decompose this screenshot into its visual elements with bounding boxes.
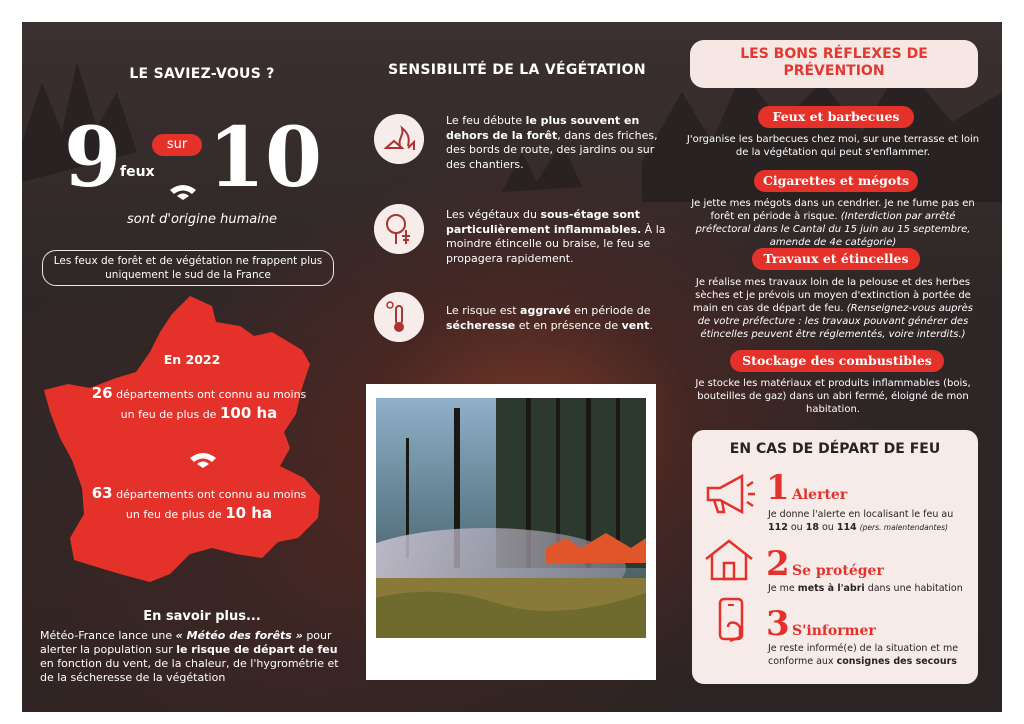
step-3-label: S'informer — [792, 623, 876, 639]
step-3-b: consignes des secours — [836, 656, 957, 667]
savoir-text-d: le risque de départ de feu — [176, 643, 338, 656]
signal-icon — [168, 182, 198, 200]
saviez-vous-title: LE SAVIEZ-VOUS ? — [129, 66, 275, 82]
item1-b: le plus souvent en dehors de la forêt — [446, 114, 640, 142]
sensibilite-title: SENSIBILITÉ DE LA VÉGÉTATION — [388, 62, 646, 78]
stat-100ha — [84, 384, 314, 424]
stat-100ha-size: 100 ha — [219, 404, 278, 422]
trees-icon — [374, 204, 424, 254]
poster — [22, 22, 1002, 712]
step-1-small: (pers. malentendantes) — [859, 523, 948, 532]
number-18: 18 — [805, 522, 819, 533]
or-1: ou — [787, 522, 806, 533]
savoir-title: En savoir plus... — [143, 609, 261, 624]
stat-100ha-text: départements ont connu au moins un feu de plus de — [116, 388, 307, 421]
stat-10ha — [84, 484, 314, 524]
stat-100ha-number: 26 — [91, 384, 113, 402]
meteo-des-forets: « Météo des forêts » — [175, 629, 303, 642]
reflex-text-travaux — [686, 276, 980, 341]
reflex-label-stockage: Stockage des combustibles — [730, 350, 944, 372]
stat-nine: 9 — [64, 110, 122, 206]
step-1-number: 1 — [766, 468, 790, 508]
step-3-number: 3 — [766, 604, 790, 644]
item1-a: Le feu débute — [446, 114, 526, 127]
step-2-b: mets à l'abri — [797, 583, 865, 594]
sensibilite-item-2 — [446, 208, 676, 266]
fire-house-icon — [374, 114, 424, 164]
forest-fire-photo — [376, 398, 646, 638]
step-2-number: 2 — [766, 544, 790, 584]
sur-badge: sur — [152, 134, 202, 156]
step-3-a: Je reste informé(e) de la situation et me conforme aux — [768, 643, 959, 667]
phone-icon — [706, 597, 760, 643]
reflex-travaux-main: Je réalise mes travaux loin de la pelouse et des herbes sèches et je prévois un moyen d'extinction à portée de main en cas de départ de feu. — [692, 277, 971, 314]
item1-c: , dans des friches, des bords de route, des jardins ou sur des chantiers. — [446, 128, 658, 171]
france-map — [40, 292, 340, 584]
reflex-label-barbecue: Feux et barbecues — [758, 106, 914, 128]
savoir-text-c: pour alerter la population sur — [40, 629, 332, 656]
item3-g: . — [649, 318, 653, 332]
sensibilite-item-1 — [446, 114, 676, 172]
savoir-text-e: en fonction du vent, de la chaleur, de l'hygrométrie et de la sécheresse de la végétation — [40, 657, 339, 684]
step-2-c: dans une habitation — [864, 583, 963, 594]
savoir-text-a: Météo-France lance une — [40, 629, 176, 642]
or-2: ou — [818, 522, 837, 533]
reflex-label-travaux: Travaux et étincelles — [752, 248, 920, 270]
depart-de-feu-title: EN CAS DE DÉPART DE FEU — [729, 441, 941, 457]
megaphone-icon — [702, 472, 756, 518]
house-icon — [702, 537, 756, 583]
sensibilite-item-3 — [446, 304, 676, 333]
item3-a: Le risque est — [446, 304, 521, 317]
item2-b: sous-étage sont particulièrement inflammables. — [446, 208, 642, 236]
reflex-text-cigarettes — [686, 197, 980, 249]
item3-e: et en présence de — [515, 318, 622, 332]
number-114: 114 — [836, 522, 857, 533]
step-1-text-main: Je donne l'alerte en localisant le feu au — [768, 509, 954, 520]
reflex-cigarettes-note: (Interdiction par arrêté préfectoral dans le Cantal du 15 juin au 15 septembre, amende de 4e catégorie) — [695, 211, 971, 248]
item3-f: vent — [621, 318, 650, 332]
item2-c: À la moindre étincelle ou braise, le feu se propagera rapidement. — [446, 222, 666, 265]
stat-ten: 10 — [208, 110, 323, 206]
step-1-label: Alerter — [792, 487, 848, 503]
thermometer-sun-icon — [374, 292, 424, 342]
item2-a: Les végétaux du — [446, 208, 541, 221]
step-1-text — [768, 508, 964, 534]
south-notice: Les feux de forêt et de végétation ne frappent plus uniquement le sud de la France — [42, 250, 334, 286]
step-3-text — [768, 642, 964, 668]
year-label: En 2022 — [163, 352, 221, 367]
reflex-text-barbecue: J'organise les barbecues chez moi, sur une terrasse et loin de la végétation qui peut s'enflammer. — [686, 134, 980, 158]
stat-10ha-text: départements ont connu au moins un feu de plus de — [116, 488, 307, 521]
reflex-label-cigarettes: Cigarettes et mégots — [754, 170, 918, 192]
step-2-text — [768, 582, 964, 595]
item3-d: sécheresse — [446, 318, 516, 332]
savoir-text — [40, 629, 340, 685]
reflex-cigarettes-main: Je jette mes mégots dans un cendrier. Je ne fume pas en forêt en période à risque. — [691, 198, 975, 222]
feux-label: feux — [120, 164, 155, 180]
item3-c: en période de — [570, 304, 651, 317]
number-112: 112 — [768, 522, 788, 533]
reflex-text-stockage: Je stocke les matériaux et produits inflammables (bois, bouteilles de gaz) dans un abri fermé, éloigné de mon habitation. — [695, 378, 971, 415]
stat-10ha-number: 63 — [91, 484, 113, 502]
reflex-travaux-note: (Renseignez-vous auprès de votre préfecture : les travaux pouvant générer des étincelles peuvent être réglementés, voire interdits.) — [697, 303, 973, 340]
step-2-label: Se protéger — [792, 563, 884, 579]
item3-b: aggravé — [520, 304, 571, 317]
prevention-title: LES BONS RÉFLEXES DE PRÉVENTION — [740, 46, 928, 79]
signal-icon-2 — [188, 450, 218, 468]
stat-10ha-size: 10 ha — [225, 504, 273, 522]
step-2-a: Je me — [768, 583, 798, 594]
origin-text: sont d'origine humaine — [126, 212, 278, 227]
